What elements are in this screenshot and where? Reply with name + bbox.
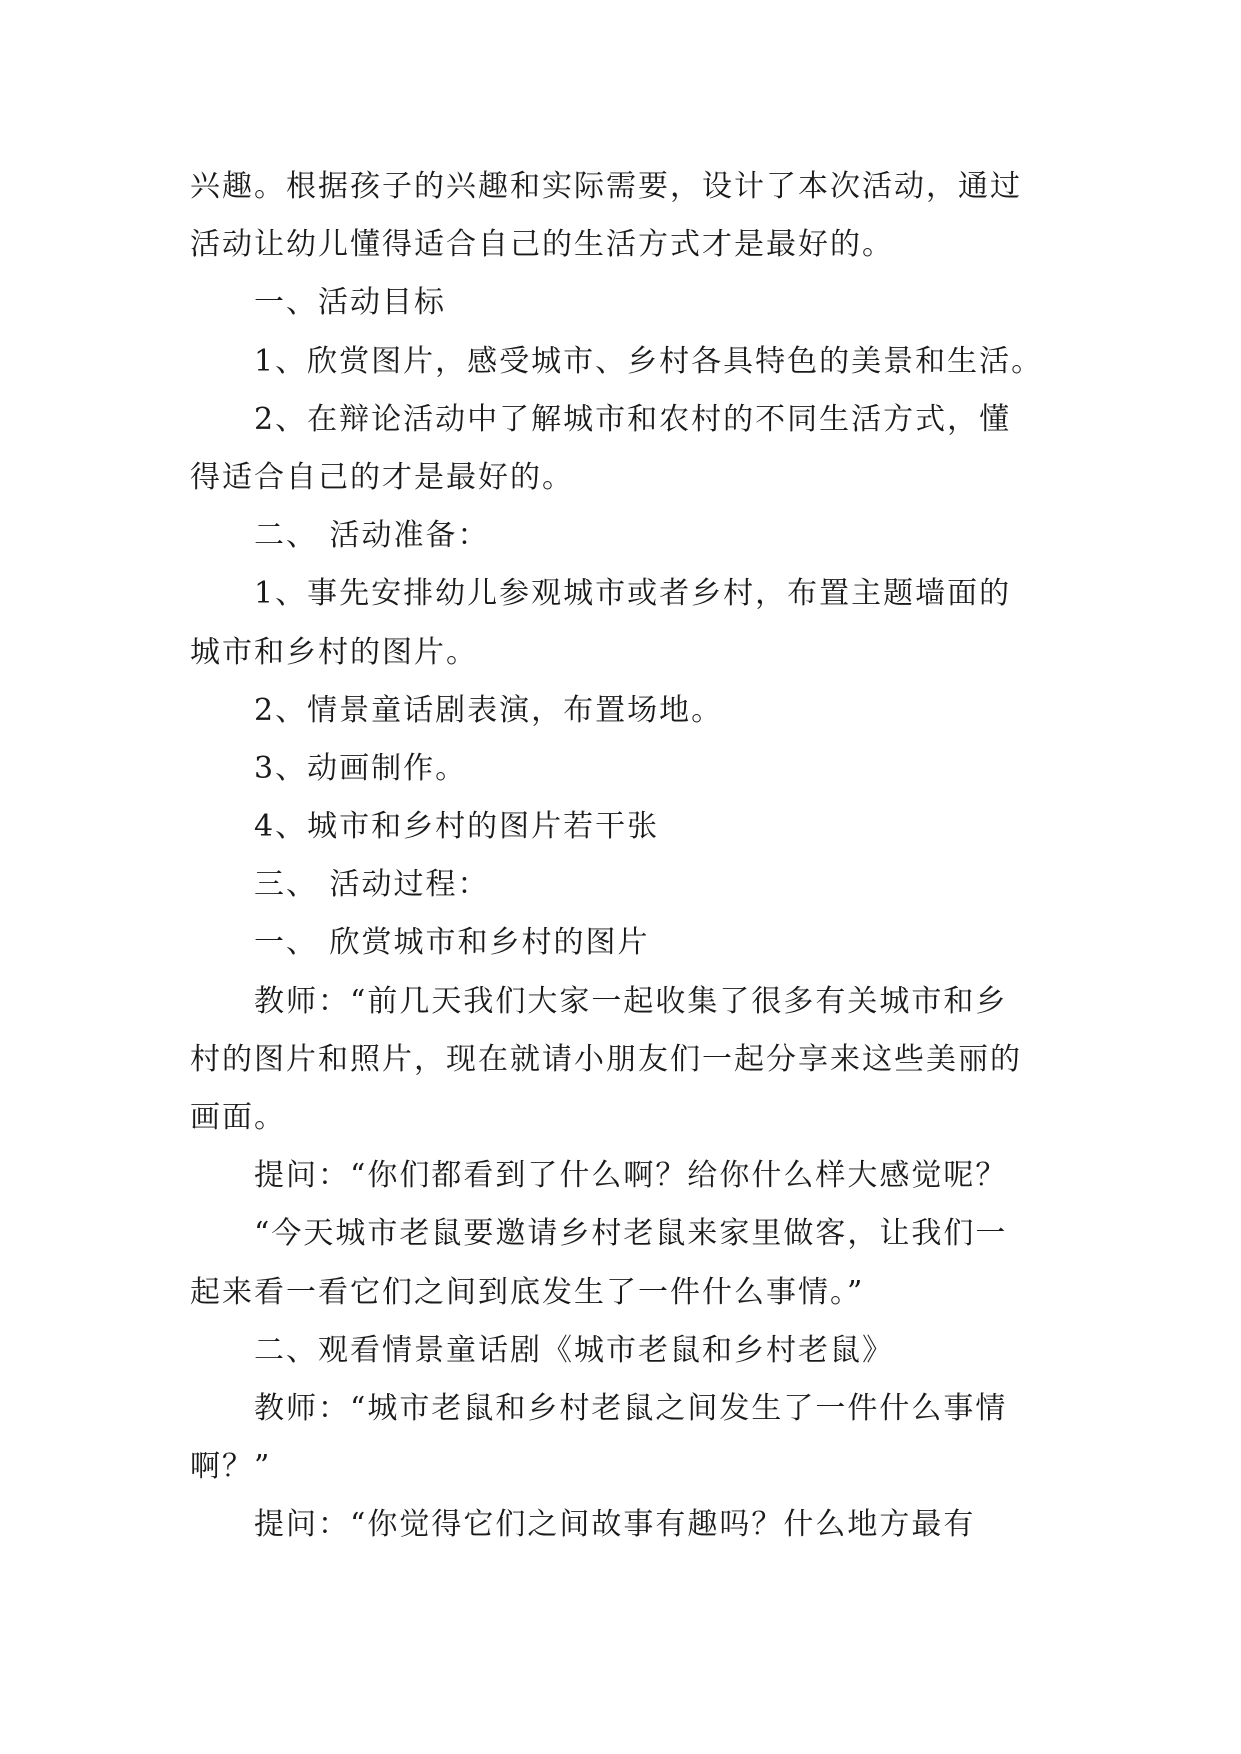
paragraph-line: 教师：“前几天我们大家一起收集了很多有关城市和乡 — [254, 983, 1008, 1019]
section-heading: 一、活动目标 — [254, 285, 446, 321]
body-line: 啊？” — [190, 1449, 272, 1485]
subsection-heading: 二、观看情景童话剧《城市老鼠和乡村老鼠》 — [254, 1332, 894, 1368]
list-item: 1、欣赏图片，感受城市、乡村各具特色的美景和生活。 — [254, 343, 1044, 379]
subsection-heading: 一、 欣赏城市和乡村的图片 — [254, 925, 650, 961]
section-heading: 二、 活动准备： — [254, 518, 490, 554]
body-line: 城市和乡村的图片。 — [190, 634, 478, 670]
list-item: 4、城市和乡村的图片若干张 — [254, 809, 660, 845]
list-item: 1、事先安排幼儿参观城市或者乡村，布置主题墙面的 — [254, 576, 1012, 612]
paragraph-line: 提问：“你们都看到了什么啊？给你什么样大感觉呢？ — [254, 1158, 1008, 1194]
body-line: 画面。 — [190, 1100, 286, 1135]
paragraph-line: “今天城市老鼠要邀请乡村老鼠来家里做客，让我们一 — [254, 1216, 1008, 1252]
body-line: 活动让幼儿懂得适合自己的生活方式才是最好的。 — [190, 227, 894, 263]
list-item: 2、在辩论活动中了解城市和农村的不同生活方式，懂 — [254, 401, 1012, 437]
paragraph-line: 教师：“城市老鼠和乡村老鼠之间发生了一件什么事情 — [254, 1390, 1008, 1426]
body-line: 村的图片和照片，现在就请小朋友们一起分享来这些美丽的 — [190, 1041, 1022, 1077]
body-line: 兴趣。根据孩子的兴趣和实际需要，设计了本次活动，通过 — [190, 169, 1022, 204]
list-item: 3、动画制作。 — [254, 750, 468, 786]
paragraph-line: 提问：“你觉得它们之间故事有趣吗？什么地方最有 — [254, 1507, 976, 1543]
list-item: 2、情景童话剧表演，布置场地。 — [254, 692, 724, 728]
body-line: 起来看一看它们之间到底发生了一件什么事情。” — [190, 1274, 865, 1310]
body-line: 得适合自己的才是最好的。 — [190, 459, 574, 495]
section-heading: 三、 活动过程： — [254, 867, 490, 903]
document-body — [190, 158, 1070, 1555]
